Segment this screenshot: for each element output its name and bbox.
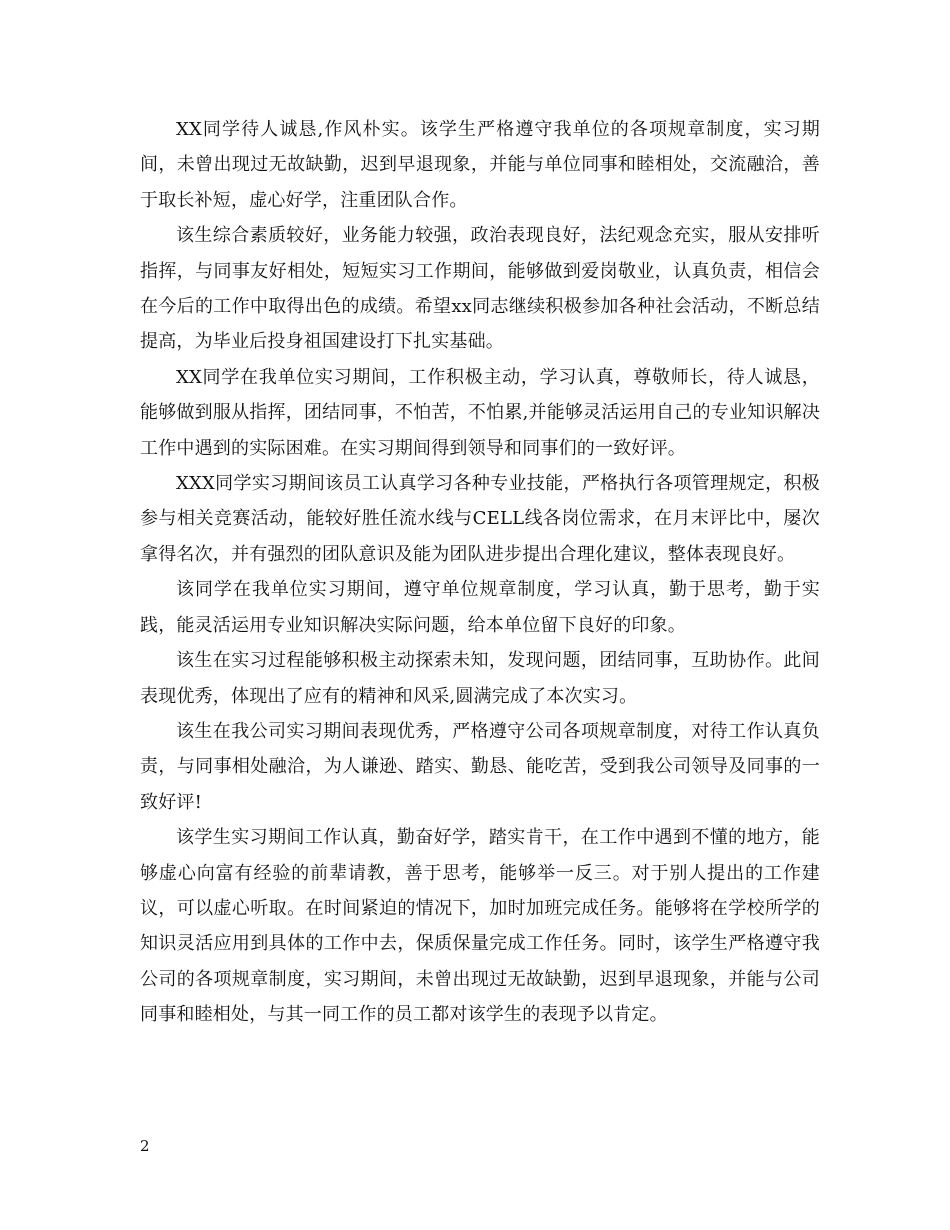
paragraph-5: 该同学在我单位实习期间，遵守单位规章制度，学习认真，勤于思考，勤于实践，能灵活运用专业知识解决实际问题，给本单位留下良好的印象。 — [140, 579, 820, 636]
paragraph-7: 该生在我公司实习期间表现优秀，严格遵守公司各项规章制度，对待工作认真负责，与同事相处融洽，为人谦逊、踏实、勤恳、能吃苦，受到我公司领导及同事的一致好评! — [140, 720, 820, 813]
paragraph-8: 该学生实习期间工作认真，勤奋好学，踏实肯干，在工作中遇到不懂的地方，能够虚心向富有经验的前辈请教，善于思考，能够举一反三。对于别人提出的工作建议，可以虚心听取。在时间紧迫的情况下，加时加班完成任务。能够将在学校所学的知识灵活应用到具体的工作中去，保质保量完成工作任务。同时，该学生严格遵守我公司的各项规章制度，实习期间，未曾出现过无故缺勤，迟到早退现象，并能与公司同事和睦相处，与其一同工作的员工都对该学生的表现予以肯定。 — [140, 827, 820, 1026]
paragraph-4: XXX同学实习期间该员工认真学习各种专业技能，严格执行各项管理规定，积极参与相关竞赛活动，能较好胜任流水线与CELL线各岗位需求，在月末评比中，屡次拿得名次，并有强烈的团队意识及能为团队进步提出合理化建议，整体表现良好。 — [140, 473, 820, 565]
document-body — [140, 112, 820, 1033]
paragraph-6: 该生在实习过程能够积极主动探索未知，发现问题，团结同事，互助协作。此间表现优秀，体现出了应有的精神和风采,圆满完成了本次实习。 — [140, 650, 820, 707]
paragraph-1: XX同学待人诚恳,作风朴实。该学生严格遵守我单位的各项规章制度，实习期间，未曾出现过无故缺勤，迟到早退现象，并能与单位同事和睦相处，交流融洽，善于取长补短，虚心好学，注重团队合作。 — [140, 119, 820, 211]
paragraph-2: 该生综合素质较好，业务能力较强，政治表现良好，法纪观念充实，服从安排听指挥，与同事友好相处，短短实习工作期间，能够做到爱岗敬业，认真负责，相信会在今后的工作中取得出色的成绩。希望xx同志继续积极参加各种社会活动，不断总结提高，为毕业后投身祖国建设打下扎实基础。 — [140, 225, 820, 353]
page-number: 2 — [140, 1137, 150, 1155]
paragraph-3: XX同学在我单位实习期间，工作积极主动，学习认真，尊敬师长，待人诚恳，能够做到服从指挥，团结同事，不怕苦，不怕累,并能够灵活运用自己的专业知识解决工作中遇到的实际困难。在实习期间得到领导和同事们的一致好评。 — [140, 366, 820, 459]
